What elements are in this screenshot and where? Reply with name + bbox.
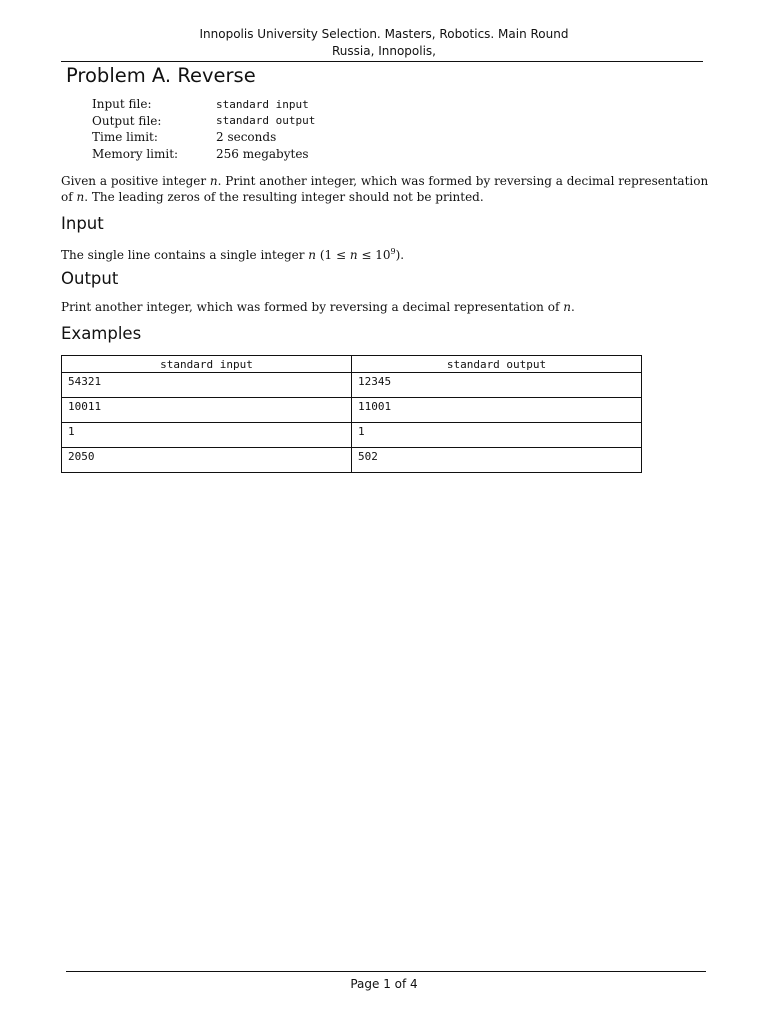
- limit-label: Memory limit:: [92, 146, 179, 161]
- footer-divider: [66, 971, 706, 972]
- example-input-cell: 2050: [62, 448, 352, 473]
- table-row: [62, 448, 642, 473]
- example-output-cell: 12345: [352, 373, 642, 398]
- input-text: ≤ 10: [357, 248, 391, 262]
- statement-text: . Print another integer, which was formed by reversing a decimal representation: [217, 174, 709, 188]
- limit-label: Output file:: [92, 113, 162, 128]
- example-output-cell: 502: [352, 448, 642, 473]
- input-text: (1 ≤: [316, 248, 350, 262]
- limit-row-time: [92, 129, 315, 146]
- math-var-n: n: [563, 300, 571, 314]
- examples-header-row: [62, 356, 642, 373]
- math-var-n: n: [76, 190, 85, 204]
- limit-row-input-file: [92, 96, 315, 113]
- output-text: Print another integer, which was formed by reversing a decimal representation of: [61, 300, 564, 314]
- statement-text: of: [61, 190, 77, 204]
- input-description: [61, 244, 709, 263]
- limit-label: Input file:: [92, 97, 152, 112]
- examples-heading: Examples: [61, 324, 142, 343]
- limit-row-output-file: [92, 113, 315, 130]
- page-header-location: Russia, Innopolis,: [331, 44, 436, 58]
- limit-value: 2 seconds: [216, 130, 277, 145]
- example-input-cell: 1: [62, 423, 352, 448]
- page-header-title: Innopolis University Selection. Masters, Robotics. Main Round: [199, 27, 569, 41]
- example-output-cell: 1: [352, 423, 642, 448]
- examples-table: [61, 355, 642, 473]
- limit-row-memory: [92, 146, 315, 163]
- problem-title: Problem A. Reverse: [66, 64, 256, 87]
- output-text: .: [570, 300, 575, 314]
- column-header-input: standard input: [62, 356, 352, 373]
- limit-value: 256 megabytes: [216, 146, 309, 161]
- limit-value: standard input: [216, 97, 309, 111]
- table-row: [62, 373, 642, 398]
- statement-text: Given a positive integer: [61, 174, 210, 188]
- example-input-cell: 54321: [62, 373, 352, 398]
- input-text: The single line contains a single integer: [61, 248, 309, 262]
- statement-text: . The leading zeros of the resulting integer should not be printed.: [84, 190, 484, 204]
- input-heading: Input: [61, 214, 104, 233]
- limit-value: standard output: [216, 114, 316, 128]
- math-var-n: n: [209, 174, 218, 188]
- limit-label: Time limit:: [92, 130, 158, 145]
- header-divider: [61, 61, 703, 62]
- math-var-n: n: [308, 248, 317, 262]
- example-output-cell: 11001: [352, 398, 642, 423]
- limits-block: [92, 96, 315, 162]
- math-var-n: n: [349, 248, 358, 262]
- column-header-output: standard output: [352, 356, 642, 373]
- exponent: 9: [390, 247, 396, 256]
- page-number: Page 1 of 4: [350, 977, 418, 991]
- table-row: [62, 398, 642, 423]
- output-heading: Output: [61, 269, 119, 288]
- table-row: [62, 423, 642, 448]
- output-description: [61, 299, 709, 315]
- example-input-cell: 10011: [62, 398, 352, 423]
- problem-statement: [61, 173, 709, 205]
- input-text: ).: [395, 248, 405, 262]
